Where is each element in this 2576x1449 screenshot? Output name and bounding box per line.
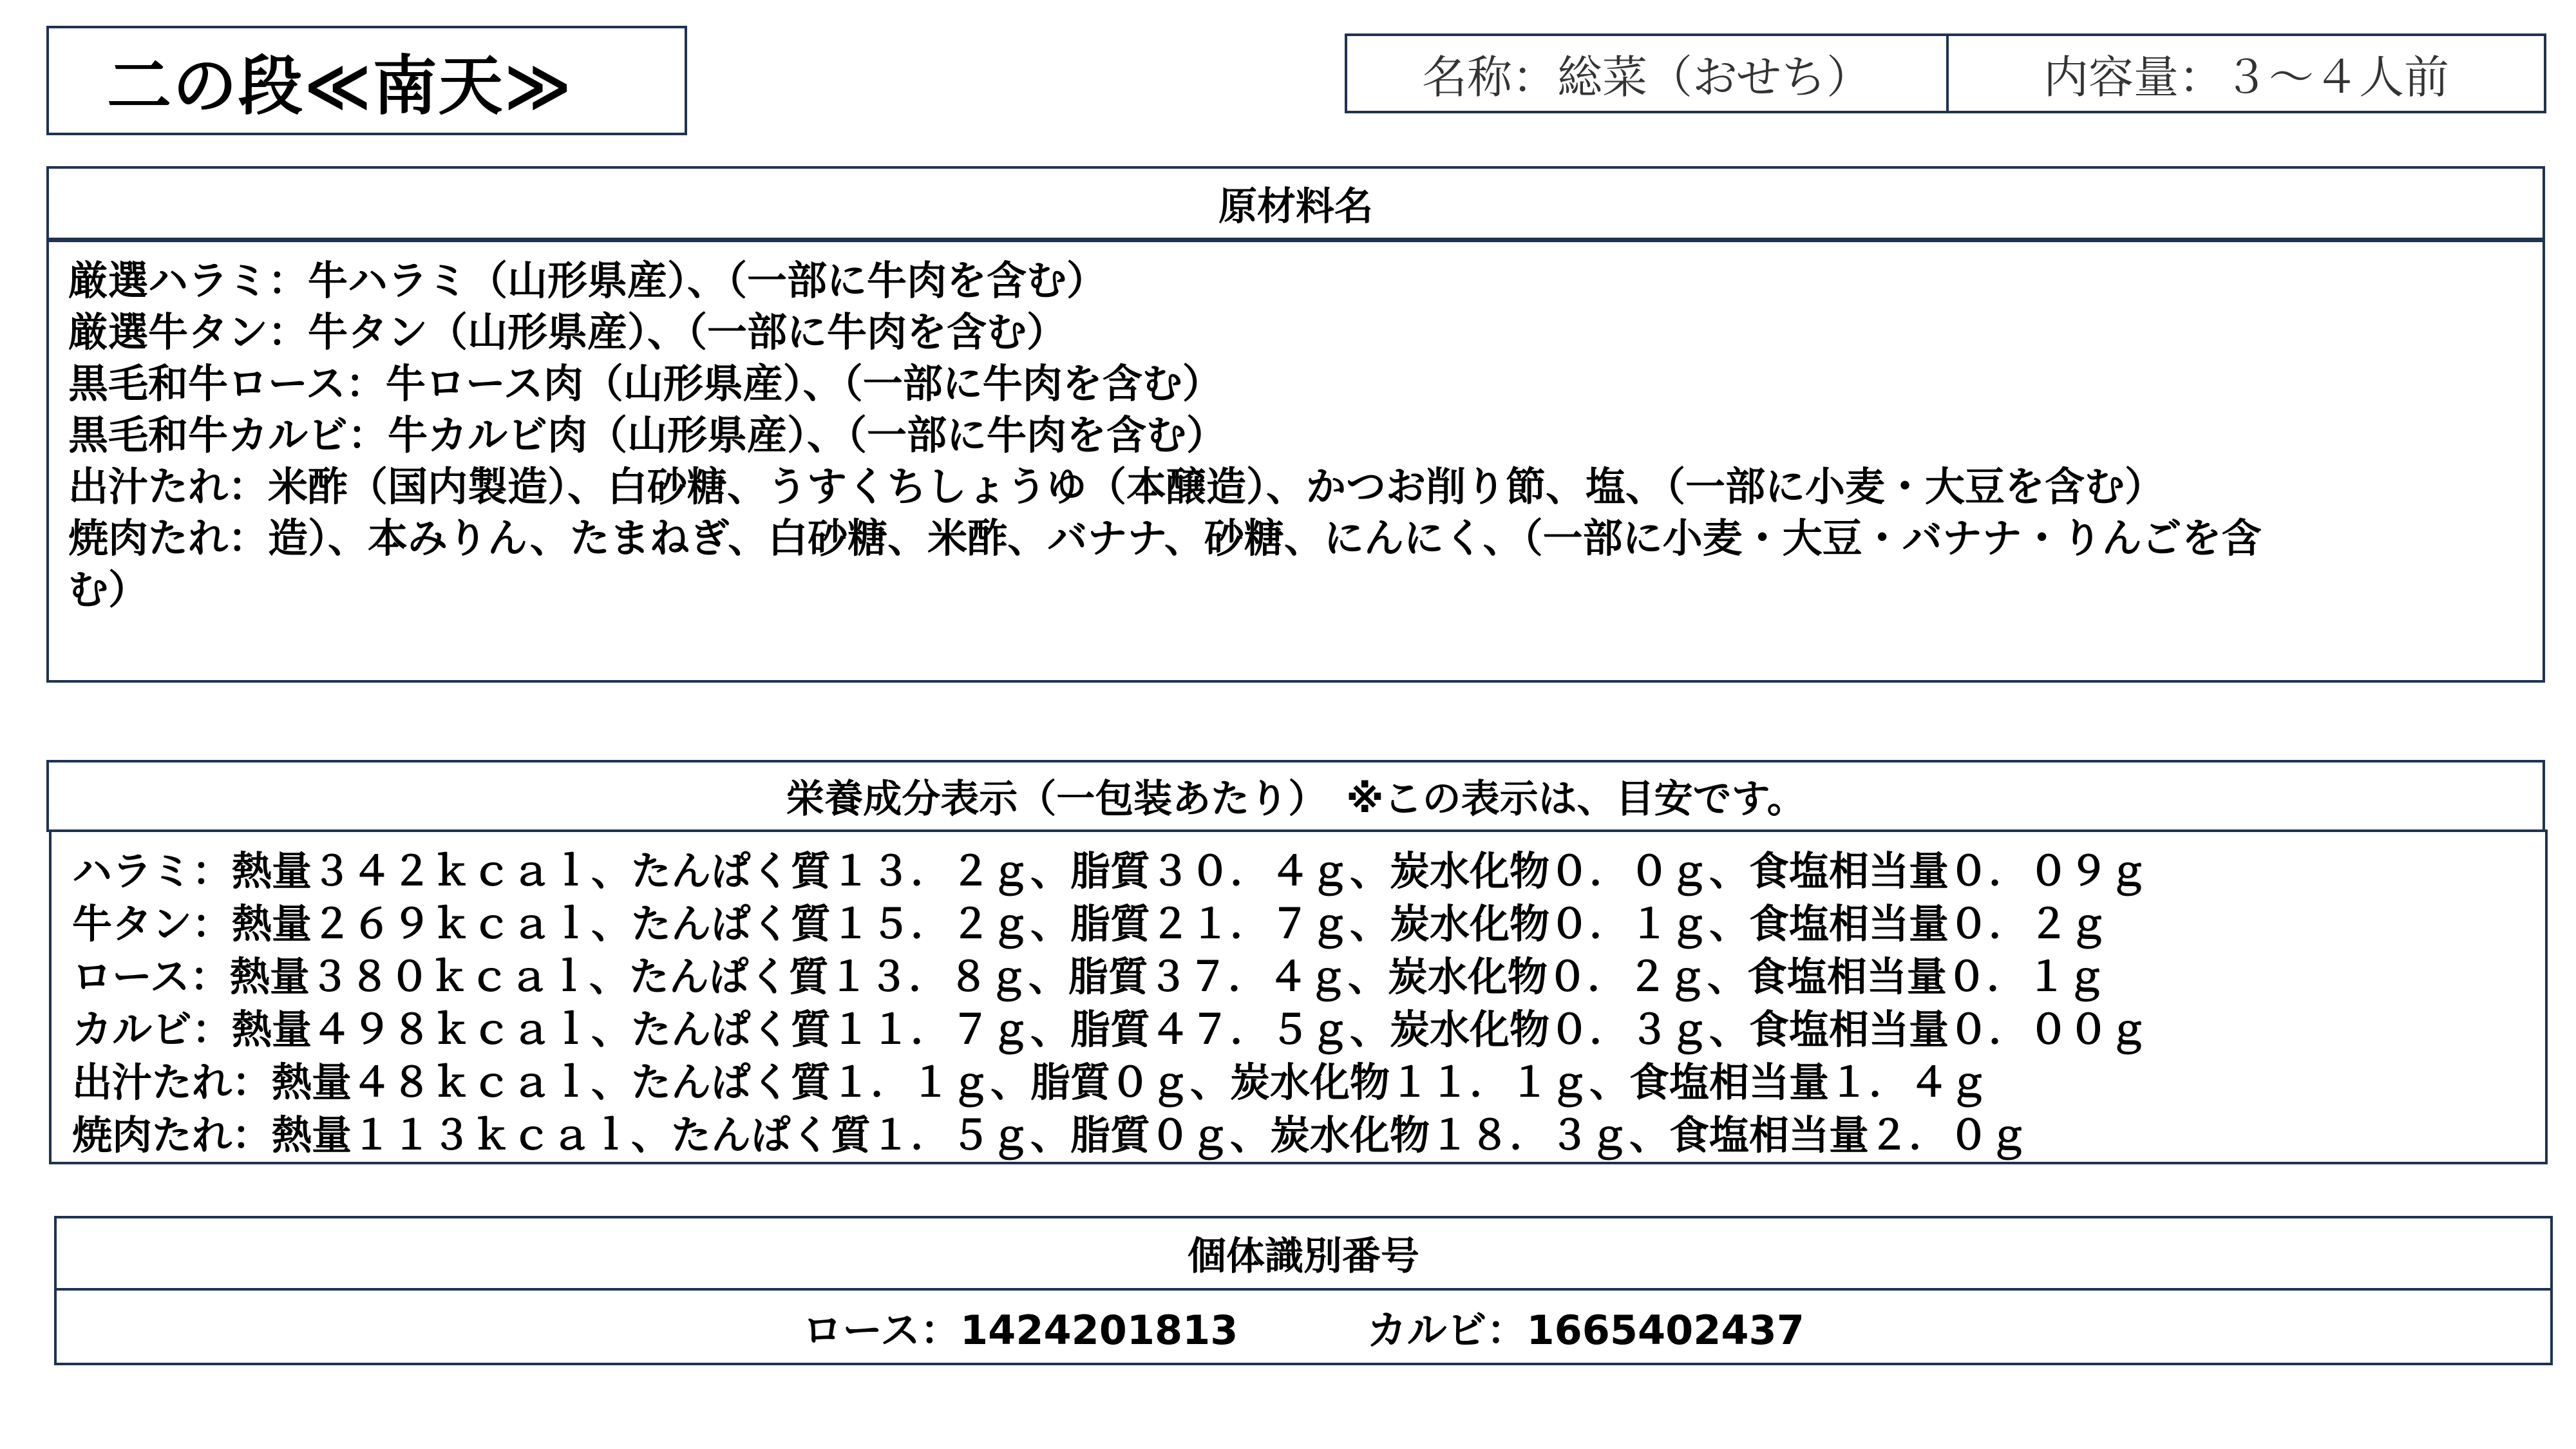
ingredient-line: 焼肉たれ：造）、本みりん、たまねぎ、白砂糖、米酢、バナナ、砂糖、にんにく、（一部に小麦・大豆・バナナ・りんごを含 — [68, 515, 2262, 562]
ingredient-line: 黒毛和牛カルビ：牛カルビ肉（山形県産）、（一部に牛肉を含む） — [68, 412, 1227, 459]
ingredient-line: 出汁たれ：米酢（国内製造）、白砂糖、うすくちしょうゆ（本醸造）、かつお削り節、塩、（一部に小麦・大豆を含む） — [68, 463, 2165, 510]
ingredients-heading: 原材料名 — [46, 166, 2545, 242]
nutrition-line: 出汁たれ：熱量４８ｋｃａｌ、たんぱく質１．１ｇ、脂質０ｇ、炭水化物１１．１ｇ、食塩相当量１．４ｇ — [72, 1059, 1989, 1106]
title-box — [46, 26, 687, 135]
product-quantity-label: 内容量：３～４人前 — [2043, 50, 2449, 104]
product-info-box — [1345, 33, 2546, 113]
nutrition-line: 焼肉たれ：熱量１１３ｋｃａｌ、たんぱく質１．５ｇ、脂質０ｇ、炭水化物１８．３ｇ、食塩相当量２．０ｇ — [72, 1112, 2029, 1159]
product-name-label: 名称：総菜（おせち） — [1347, 36, 1949, 111]
identification-body — [54, 1288, 2553, 1365]
ingredients-body — [46, 240, 2545, 683]
page-title: 二の段≪南天≫ — [107, 48, 573, 124]
ingredient-line: 厳選牛タン：牛タン（山形県産）、（一部に牛肉を含む） — [68, 308, 1067, 355]
ingredient-line: 黒毛和牛ロース：牛ロース肉（山形県産）、（一部に牛肉を含む） — [68, 360, 1222, 407]
nutrition-heading: 栄養成分表示（一包装あたり） ※この表示は、目安です。 — [46, 760, 2545, 832]
nutrition-body — [49, 829, 2548, 1164]
ingredient-line: 厳選ハラミ：牛ハラミ（山形県産）、（一部に牛肉を含む） — [68, 257, 1107, 304]
nutrition-line: ハラミ：熱量３４２ｋｃａｌ、たんぱく質１３．２ｇ、脂質３０．４ｇ、炭水化物０．０ｇ、食塩相当量０．０９ｇ — [72, 848, 2149, 895]
identification-heading: 個体識別番号 — [54, 1216, 2553, 1291]
nutrition-line: 牛タン：熱量２６９ｋｃａｌ、たんぱく質１５．２ｇ、脂質２１．７ｇ、炭水化物０．１ｇ、食塩相当量０．２ｇ — [72, 900, 2109, 947]
identification-number-karubi: カルビ：1665402437 — [1367, 1306, 1804, 1354]
ingredient-line: む） — [68, 566, 149, 613]
identification-number-rose: ロース：1424201813 — [802, 1306, 1238, 1354]
nutrition-line: ロース：熱量３８０ｋｃａｌ、たんぱく質１３．８ｇ、脂質３７．４ｇ、炭水化物０．２ｇ、食塩相当量０．１ｇ — [72, 953, 2107, 1000]
nutrition-line: カルビ：熱量４９８ｋｃａｌ、たんぱく質１１．７ｇ、脂質４７．５ｇ、炭水化物０．３ｇ、食塩相当量０．００ｇ — [72, 1006, 2149, 1053]
